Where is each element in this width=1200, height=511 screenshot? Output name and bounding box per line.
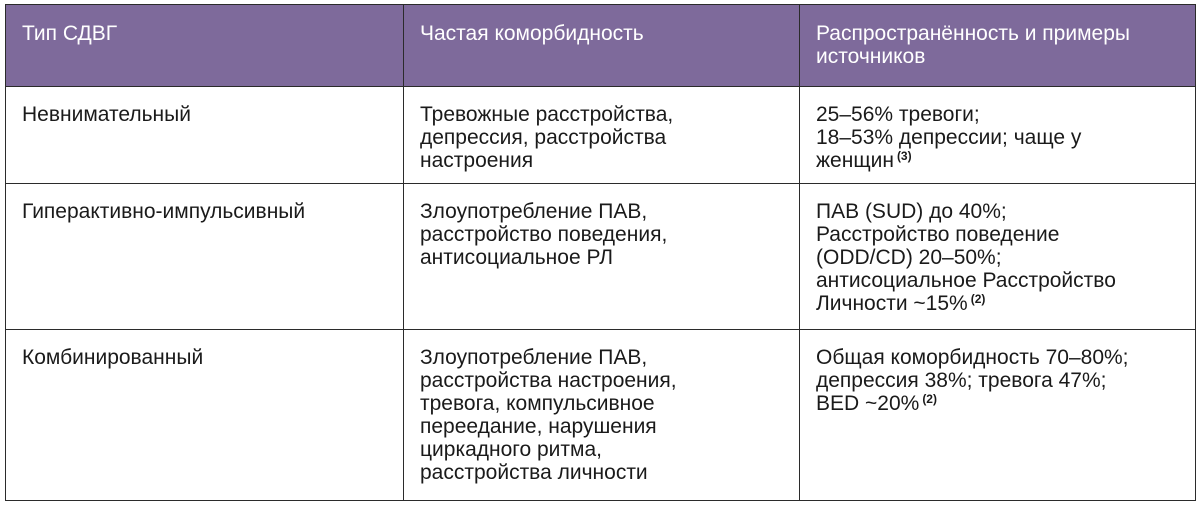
cell-prevalence <box>800 87 1196 184</box>
reference-superscript: (2) <box>970 292 986 306</box>
text-line: тревога, компульсивное <box>420 392 655 415</box>
header-prevalence-line: источников <box>816 45 926 68</box>
text-line: депрессия 38%; тревога 47%; <box>816 369 1107 392</box>
cell-comorbidity <box>404 184 800 330</box>
cell-comorbidity <box>404 87 800 184</box>
text-line: циркадного ритма, <box>420 438 602 461</box>
text-line <box>816 392 1181 415</box>
cell-prevalence <box>800 330 1196 501</box>
text-line <box>816 149 1181 172</box>
header-prevalence <box>800 5 1196 87</box>
text-line: настроения <box>420 149 534 172</box>
text-fragment: женщин <box>816 149 894 172</box>
text-line: Злоупотребление ПАВ, <box>420 346 648 369</box>
table-row <box>6 184 1196 330</box>
text-line: 25–56% тревоги; <box>816 103 980 126</box>
text-line: антисоциальное РЛ <box>420 246 614 269</box>
header-comorbidity: Частая коморбидность <box>404 5 800 87</box>
text-line <box>816 292 1181 315</box>
text-line: Расстройство поведение <box>816 223 1060 246</box>
text-line: Тревожные расстройства, <box>420 103 674 126</box>
table-row <box>6 87 1196 184</box>
text-line: переедание, нарушения <box>420 415 657 438</box>
text-line: расстройство поведения, <box>420 223 668 246</box>
text-line: Злоупотребление ПАВ, <box>420 200 648 223</box>
text-line: депрессия, расстройства <box>420 126 667 149</box>
reference-superscript: (3) <box>896 149 912 163</box>
text-line: расстройства личности <box>420 461 648 484</box>
text-line: 18–53% депрессии; чаще у <box>816 126 1082 149</box>
cell-comorbidity <box>404 330 800 501</box>
text-fragment: BED ~20% <box>816 392 920 415</box>
text-line: расстройства настроения, <box>420 369 677 392</box>
header-type: Тип СДВГ <box>6 5 404 87</box>
header-prevalence-line: Распространённость и примеры <box>816 22 1130 45</box>
text-line: антисоциальное Расстройство <box>816 269 1116 292</box>
text-line: Общая коморбидность 70–80%; <box>816 346 1129 369</box>
text-line: (ODD/CD) 20–50%; <box>816 246 1002 269</box>
text-line: ПАВ (SUD) до 40%; <box>816 200 1007 223</box>
header-row <box>6 5 1196 87</box>
reference-superscript: (2) <box>922 392 937 406</box>
cell-type: Невнимательный <box>6 87 404 184</box>
cell-type: Комбинированный <box>6 330 404 501</box>
comorbidity-table <box>5 4 1196 501</box>
cell-type: Гиперактивно-импульсивный <box>6 184 404 330</box>
cell-prevalence <box>800 184 1196 330</box>
table-row <box>6 330 1196 501</box>
text-fragment: Личности ~15% <box>816 292 968 315</box>
